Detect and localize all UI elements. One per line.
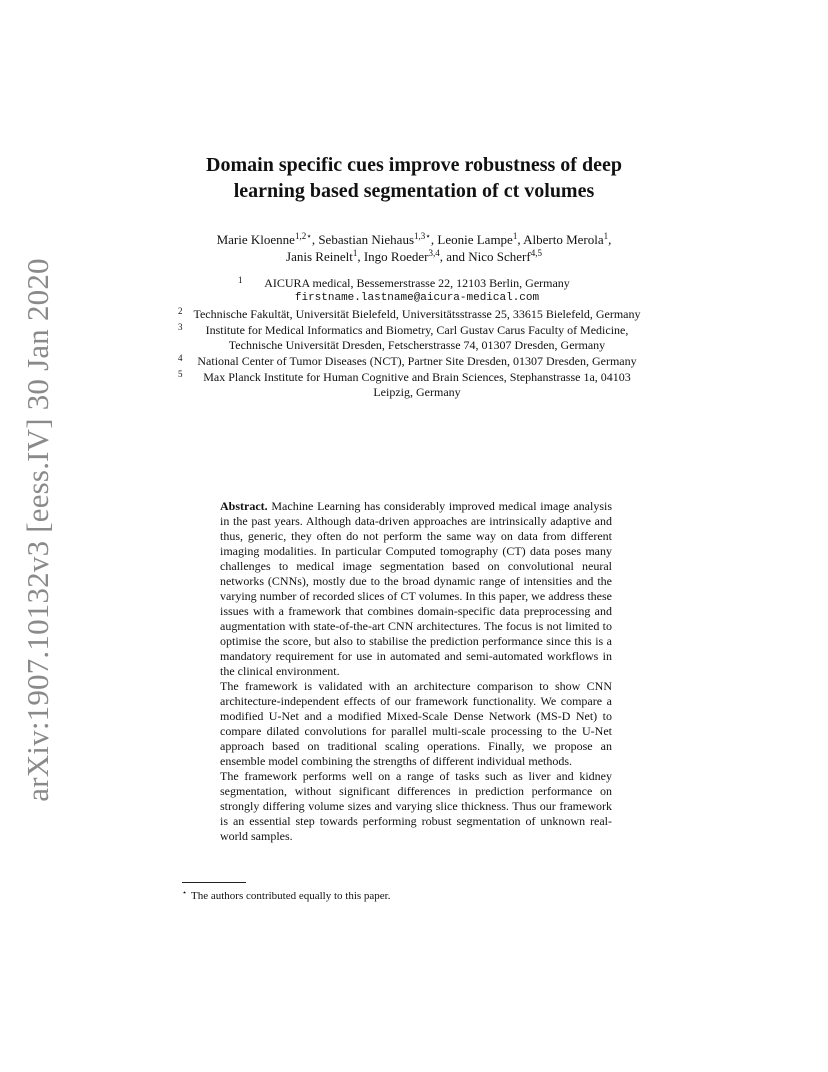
author: Nico Scherf$^{4,5}$: [468, 248, 542, 264]
footnote-mark: ⋆: [182, 888, 188, 897]
affiliation-5: 5 Max Planck Institute for Human Cognitive and Brain Sciences, Stephanstrasse 1a, 04103 Leipzig, Germany: [178, 369, 631, 399]
footnote-text: The authors contributed equally to this paper.: [191, 890, 391, 902]
author: Marie Kloenne$^{1,2⋆}$,: [216, 231, 319, 247]
paper-title: [140, 152, 688, 204]
abstract-paragraph-2: The framework is validated with an architecture comparison to show CNN architecture-independent effects of our framework functionality. We compare a modified U-Net and a modified Mixed-Scale Dense Network (MS-D Net) to compare dilated convolutions for parallel multi-scale processing to the U-Net approach based on traditional scaling operations. Finally, we propose an ensemble model combining the strengths of different individual methods.: [220, 679, 612, 768]
affiliation-3: 3 Institute for Medical Informatics and Biometry, Carl Gustav Carus Faculty of Medicine, Technische Universität Dresden, Fetscherstrasse 74, 01307 Dresden, Germany: [178, 322, 629, 352]
affiliation-4: 4 National Center of Tumor Diseases (NCT), Partner Site Dresden, 01307 Dresden, Germany: [178, 353, 637, 368]
footnote: [182, 886, 391, 903]
affiliation-1: 1 AICURA medical, Bessemerstrasse 22, 12103 Berlin, Germany firstname.lastname@aicura-medical.com: [182, 276, 652, 306]
author: Janis Reinelt$^1$,: [286, 248, 364, 264]
author: Ingo Roeder$^{3,4}$, and: [363, 248, 469, 264]
abstract-label: Abstract.: [220, 499, 268, 513]
title-line-2: learning based segmentation of ct volumes: [233, 180, 595, 202]
title-line-1: Domain specific cues improve robustness of deep: [206, 154, 622, 176]
abstract: [220, 499, 612, 844]
author: Leonie Lampe$^1$,: [437, 231, 524, 247]
arxiv-side-stamp: arXiv:1907.10132v3 [eess.IV] 30 Jan 2020: [20, 258, 55, 802]
abstract-paragraph-3: The framework performs well on a range of tasks such as liver and kidney segmentation, without significant differences in prediction performance on strongly differing volume sizes and varying slice thickness. Thus our framework is an essential step towards performing robust segmentation of unknown real-world samples.: [220, 769, 612, 843]
author: Alberto Merola$^1$,: [523, 231, 612, 247]
author-list: [160, 231, 668, 265]
author: Sebastian Niehaus$^{1,3⋆}$,: [318, 231, 438, 247]
contact-email: firstname.lastname@aicura-medical.com: [294, 292, 540, 304]
footnote-divider: [182, 882, 246, 883]
affiliation-2: 2 Technische Fakultät, Universität Bielefeld, Universitätsstrasse 25, 33615 Bielefeld, Germany: [178, 306, 641, 321]
abstract-paragraph-1: Abstract. Machine Learning has considerably improved medical image analysis in the past years. Although data-driven approaches are intrinsically adaptive and thus, generic, they often do not perform the same way on data from different imaging modalities. In particular Computed tomography (CT) data poses many challenges to medical image segmentation based on convolutional neural networks (CNNs), mostly due to the broad dynamic range of intensities and the varying number of recorded slices of CT volumes. In this paper, we address these issues with a framework that combines domain-specific data preprocessing and augmentation with state-of-the-art CNN architectures. The focus is not limited to optimise the score, but also to stabilise the prediction performance since this is a mandatory requirement for use in automated and semi-automated workflows in the clinical environment.: [220, 499, 613, 678]
affiliation-list: [178, 275, 652, 401]
